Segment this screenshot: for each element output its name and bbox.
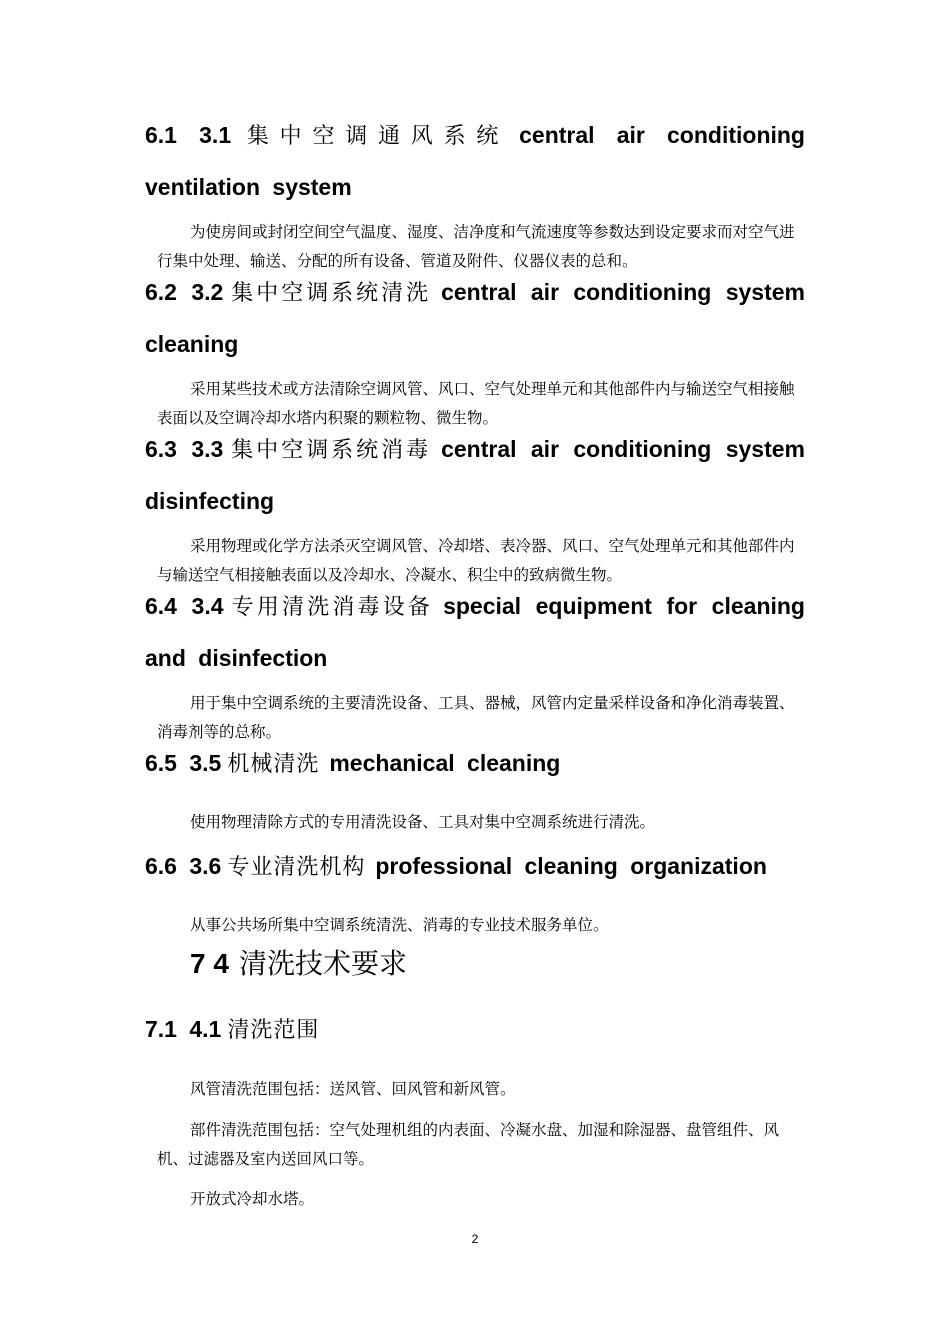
scope-paragraph-cooling-tower: 开放式冷却水塔。 [190,1190,315,1208]
section-title-cn: 集中空调系统清洗 [229,281,432,306]
section-title-cn: 专业清洗机构 [227,855,366,880]
section-title-en: central air conditioning system cleaning [145,279,805,357]
section-title-en: central air conditioning system disinfecting [145,436,805,514]
section-heading-6-4 [145,581,805,683]
section-title-en: central air conditioning ventilation system [145,122,805,200]
section-body-6-6: 从事公共场所集中空调系统清洗、消毒的专业技术服务单位。 [190,916,609,934]
section-heading-6-1 [145,110,805,212]
section-title-en: special equipment for cleaning and disinfection [145,593,805,671]
section-number: 6.5 3.5 [145,750,222,776]
subsection-heading-7-1 [145,1004,805,1056]
section-body-6-5: 使用物理清除方式的专用清洗设备、工具对集中空凋系统进行清洗。 [190,813,656,831]
section-body-6-4: 用于集中空调系统的主要清洗设备、工具、器械，风管内定量采样设备和净化消毒装置、消毒剂等的总称。 [157,694,795,741]
section-heading-6-2 [145,267,805,369]
section-title-cn: 机械清洗 [227,752,320,777]
section-title-cn: 专用清洗消毒设备 [229,595,434,620]
section-body-6-3: 采用物理或化学方法杀灭空调风管、冷却塔、表冷器、风口、空气处理单元和其他部件内与输送空气相接触表面以及冷却水、冷凝水、积尘中的致病微生物。 [157,537,795,584]
section-title-cn: 集中空调系统消毒 [229,438,432,463]
section-title-en: professional cleaning organization [375,853,767,879]
section-number: 6.2 3.2 [145,279,224,305]
chapter-heading [190,944,407,984]
section-title-en: mechanical cleaning [329,750,561,776]
section-number: 6.4 3.4 [145,593,224,619]
chapter-title: 清洗技术要求 [238,947,407,980]
scope-paragraph-components: 部件清洗范围包括：空气处理机组的内表面、冷凝水盘、加湿和除湿器、盘管组件、风机、过滤器及室内送回风口等。 [157,1121,780,1168]
section-number: 6.3 3.3 [145,436,224,462]
section-heading-6-6 [145,841,805,893]
section-heading-6-5 [145,738,805,790]
section-number: 6.1 3.1 [145,122,232,148]
scope-paragraph-ducts: 风管清洗范围包括：送风管、回风管和新风管。 [190,1080,516,1098]
chapter-number: 7 4 [190,948,229,979]
section-body-6-1: 为使房间或封闭空间空气温度、湿度、洁净度和气流速度等参数达到设定要求而对空气进行集中处理、输送、分配的所有设备、管道及附件、仪器仪表的总和。 [157,223,795,270]
section-number: 6.6 3.6 [145,853,222,879]
page-number: 2 [471,1232,479,1246]
section-body-6-2: 采用某些技术或方法清除空调风管、风口、空气处理单元和其他部件内与输送空气相接触表面以及空调冷却水塔内积聚的颗粒物、微生物。 [157,380,795,427]
section-heading-6-3 [145,424,805,526]
section-number: 7.1 4.1 [145,1016,222,1042]
section-title-cn: 清洗范围 [227,1018,320,1043]
section-title-cn: 集中空调通风系统 [237,124,510,149]
